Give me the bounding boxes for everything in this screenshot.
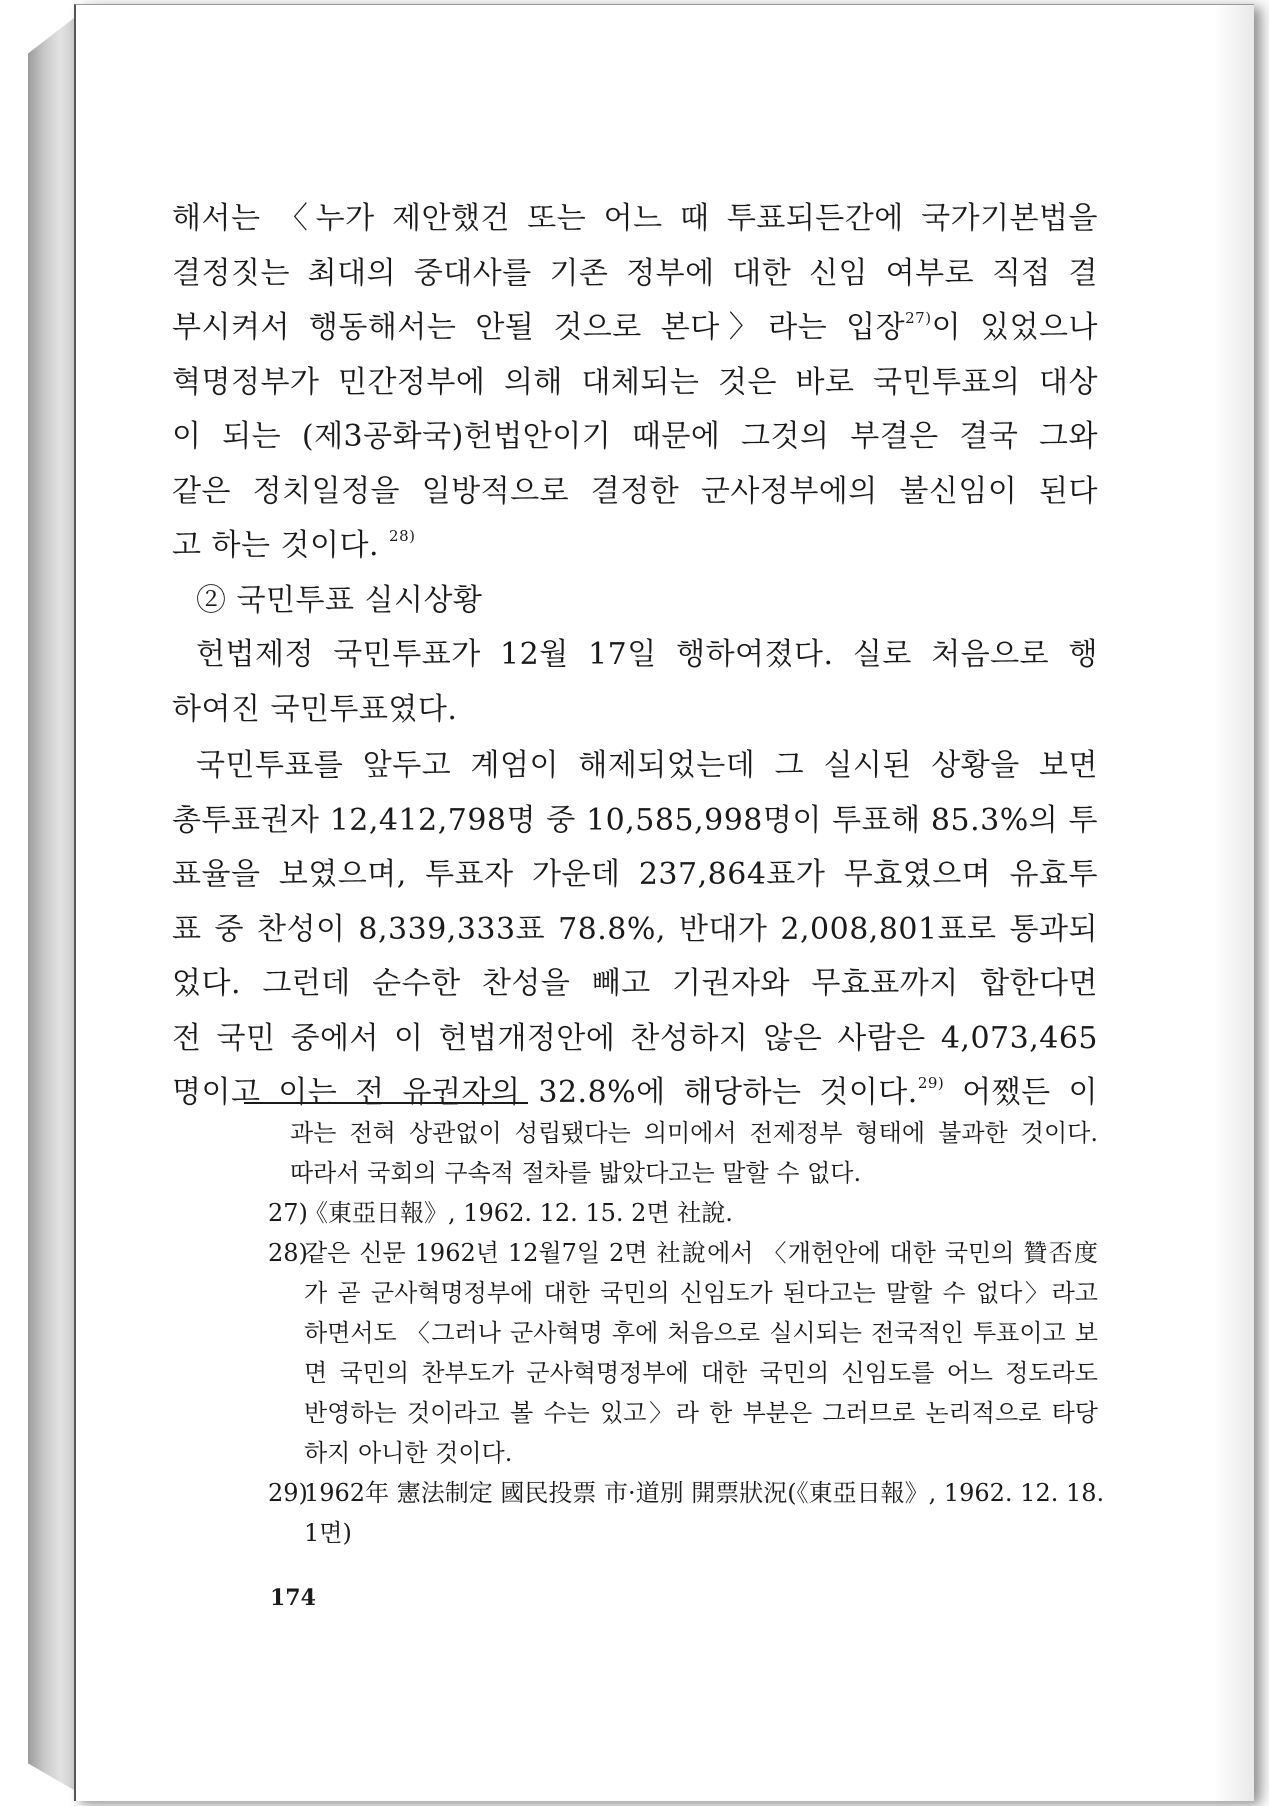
footnotes [268, 1113, 1105, 1553]
footnote-body [304, 1193, 1098, 1233]
footnote-line: 면 국민의 찬부도가 군사혁명정부에 대한 국민의 신임도를 어느 정도라도 [304, 1359, 1098, 1387]
text-line: 국민투표를 앞두고 계엄이 해제되었는데 그 실시된 상황을 보면 [196, 748, 1098, 783]
text-line: 혁명정부가 민간정부에 의해 대체되는 것은 바로 국민투표의 대상 [172, 364, 1098, 400]
footnote-number: 27) [268, 1199, 308, 1227]
text-line [172, 301, 1098, 356]
main-text [172, 192, 1098, 1121]
text-span: 어쨌든 이 [944, 1075, 1098, 1110]
text-span: 고 하는 것이다. [172, 528, 379, 563]
footnote-27 [268, 1193, 1098, 1233]
footnote-line: 《東亞日報》, 1962. 12. 15. 2면 社說. [304, 1199, 733, 1227]
section-heading: ② 국민투표 실시상황 [196, 582, 483, 618]
paragraph-1 [172, 192, 1098, 574]
footnote-28 [268, 1233, 1098, 1473]
text-line: 이 되는 (제3공화국)헌법안이기 때문에 그것의 부결은 결국 그와 [172, 419, 1098, 454]
footnote-body [304, 1473, 1104, 1553]
footnote-ref-29: 29) [917, 1074, 945, 1092]
footnote-ref-27: 27) [905, 309, 932, 327]
footnote-continuation [268, 1113, 1098, 1193]
book-spine-edge [28, 18, 74, 1790]
footnote-separator [244, 1102, 528, 1104]
footnote-29 [268, 1473, 1105, 1553]
text-line: 표율을 보였으며, 투표자 가운데 237,864표가 무효였으며 유효투 [172, 857, 1098, 892]
text-line: 결정짓는 최대의 중대사를 기존 정부에 대한 신임 여부로 직접 결 [172, 255, 1098, 291]
text-line: 하여진 국민투표였다. [172, 691, 458, 727]
footnote-line: 하면서도 〈그러나 군사혁명 후에 처음으로 실시되는 전국적인 투표이고 보 [304, 1319, 1098, 1347]
page-number: 174 [270, 1585, 316, 1611]
footnote-body [304, 1233, 1098, 1473]
footnote-number: 28) [268, 1239, 308, 1267]
paragraph-2 [172, 628, 1098, 737]
text-line: 전 국민 중에서 이 헌법개정안에 찬성하지 않은 사람은 4,073,465 [172, 1020, 1098, 1056]
text-line: 표 중 찬성이 8,339,333표 78.8%, 반대가 2,008,801표로 통과되 [172, 911, 1098, 947]
text-line: 총투표권자 12,412,798명 중 10,585,998명이 투표해 85.3%의 투 [172, 802, 1098, 838]
footnote-line: 1면) [304, 1519, 352, 1547]
footnote-line: 1962年 憲法制定 國民投票 市·道別 開票狀況(《東亞日報》, 1962. 12. 18. [304, 1479, 1105, 1507]
paragraph-3 [172, 739, 1098, 1121]
text-line [172, 519, 1098, 574]
text-span: 이 있었으나 [931, 310, 1099, 345]
footnote-line: 가 곧 군사혁명정부에 대한 국민의 신임도가 된다고는 말할 수 없다〉라고 [304, 1279, 1098, 1307]
footnote-line: 하지 아니한 것이다. [304, 1439, 513, 1467]
text-span: 명이고 이는 전 유권자의 32.8%에 해당하는 것이다. [172, 1075, 918, 1110]
footnote-ref-28: 28) [389, 527, 416, 545]
text-line: 헌법제정 국민투표가 12월 17일 행하여졌다. 실로 처음으로 행 [196, 637, 1098, 672]
text-line: 같은 정치일정을 일방적으로 결정한 군사정부에의 불신임이 된다 [172, 473, 1098, 509]
text-line: 었다. 그런데 순수한 찬성을 빼고 기권자와 무효표까지 합한다면 [172, 966, 1098, 1001]
text-span: 부시켜서 행동해서는 안될 것으로 본다〉라는 입장 [172, 310, 906, 345]
footnote-line: 같은 신문 1962년 12월7일 2면 社說에서 〈개헌안에 대한 국민의 贊否度 [304, 1239, 1098, 1267]
footnote-line: 반영하는 것이라고 볼 수는 있고〉라 한 부분은 그러므로 논리적으로 타당 [304, 1399, 1098, 1427]
text-line: 해서는 〈누가 제안했건 또는 어느 때 투표되든간에 국가기본법을 [172, 201, 1098, 236]
footnote-number: 29) [268, 1479, 308, 1507]
footnote-line: 따라서 국회의 구속적 절차를 밟았다고는 말할 수 없다. [290, 1159, 862, 1187]
footnote-line: 과는 전혀 상관없이 성립됐다는 의미에서 전제정부 형태에 불과한 것이다. [290, 1119, 1098, 1147]
